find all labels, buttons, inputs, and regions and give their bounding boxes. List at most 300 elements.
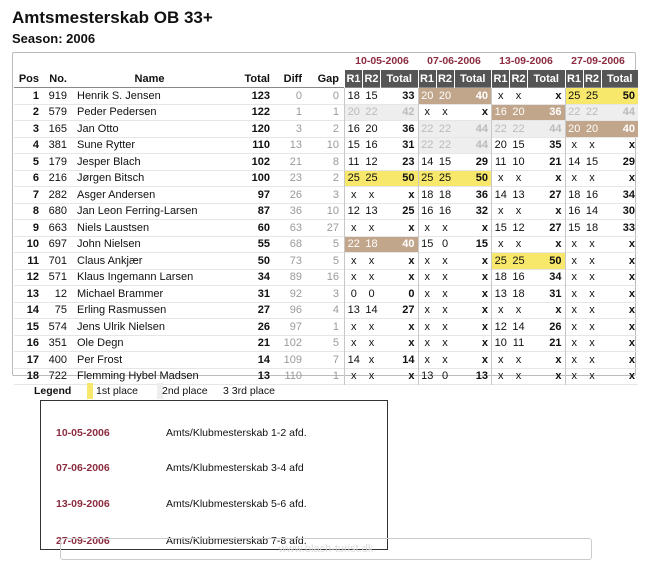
player-name: Jens Ulrik Nielsen (77, 320, 166, 333)
legend-title: Legend (34, 385, 72, 397)
col-gap: Gap (317, 72, 339, 85)
diff-value: 102 (283, 337, 302, 350)
round-r2: 25 (510, 253, 528, 270)
total-score: 123 (251, 89, 270, 102)
round-total: 40 (454, 88, 492, 105)
player-number: 697 (48, 238, 67, 251)
total-score: 110 (252, 139, 270, 152)
player-name: Asger Andersen (77, 188, 156, 201)
round-r1: x (492, 170, 510, 187)
round-r2: 16 (512, 271, 525, 284)
round-total: x (481, 221, 488, 234)
gap-value: 10 (326, 205, 339, 218)
round-r1: 22 (492, 121, 510, 138)
round-total: 44 (454, 137, 492, 154)
round-total: x (481, 337, 488, 350)
standings-table (14, 70, 638, 385)
round-total: 35 (549, 139, 562, 152)
legend-first-swatch (87, 383, 93, 399)
player-name: Jørgen Bitsch (77, 172, 145, 185)
table-row (14, 203, 638, 220)
gap-value: 3 (332, 188, 339, 201)
round-total: 50 (601, 88, 638, 105)
round-total: 44 (454, 121, 492, 138)
round-r2: 22 (436, 121, 454, 138)
round-r2: 20 (436, 88, 454, 105)
round-r2: x (368, 370, 375, 383)
player-name: John Nielsen (77, 238, 141, 251)
rank: 2 (32, 106, 39, 119)
round-r1: 11 (492, 154, 510, 171)
round-info-2 (56, 462, 304, 474)
round-r2: x (368, 188, 375, 201)
round-total: 26 (549, 320, 562, 333)
round-r1: x (492, 352, 510, 369)
col-r1-1: R1 (345, 70, 363, 88)
round-r1: x (345, 335, 363, 352)
round-info-date: 27-09-2006 (56, 535, 110, 547)
round-r1: 20 (492, 137, 510, 154)
round-total: 33 (622, 221, 635, 234)
rank: 11 (27, 254, 39, 267)
round-r1: 15 (418, 236, 436, 253)
player-name: Flemming Hybel Madsen (77, 370, 199, 383)
diff-value: 110 (284, 370, 302, 383)
player-number: 381 (48, 139, 67, 152)
round-r1: 12 (345, 203, 363, 220)
round-r2: x (589, 353, 595, 366)
diff-value: 68 (289, 238, 302, 251)
round-r1: 14 (492, 187, 510, 204)
round-total: 29 (475, 155, 488, 168)
round-r1: x (418, 220, 436, 237)
rank: 1 (32, 89, 39, 102)
round-r1: x (418, 253, 436, 270)
table-row (14, 302, 638, 319)
total-score: 34 (257, 271, 270, 284)
round-r2: 16 (438, 205, 452, 218)
rank: 3 (32, 122, 39, 135)
round-r2: 15 (512, 139, 525, 152)
player-name: Ole Degn (77, 337, 124, 350)
round-date-4: 27-09-2006 (571, 55, 625, 67)
round-r1: x (492, 302, 510, 319)
watermark: www.blach-turist.dk (60, 538, 592, 560)
round-r1: 14 (345, 352, 363, 369)
round-r1: x (418, 319, 436, 336)
round-r1: x (345, 368, 363, 385)
player-name: Jan Leon Ferring-Larsen (77, 205, 198, 218)
diff-value: 92 (289, 287, 302, 300)
round-total: 25 (402, 205, 415, 218)
round-r2: x (442, 353, 448, 366)
col-total-3: Total (528, 70, 566, 88)
round-date-2: 07-06-2006 (427, 55, 481, 67)
round-r2: 16 (585, 188, 599, 201)
round-r1: x (418, 286, 436, 303)
total-score: 97 (257, 188, 270, 201)
player-number: 400 (48, 353, 67, 366)
gap-value: 0 (332, 89, 339, 102)
round-r2: x (589, 370, 595, 383)
total-score: 14 (257, 353, 270, 366)
round-r1: 13 (418, 368, 436, 385)
round-r1: x (418, 302, 436, 319)
round-r2: 13 (365, 205, 378, 218)
gap-value: 2 (332, 172, 339, 185)
gap-value: 8 (332, 155, 339, 168)
player-number: 701 (48, 254, 67, 267)
col-name: Name (134, 72, 165, 85)
round-total: x (628, 238, 635, 251)
round-total: 23 (402, 155, 415, 168)
round-r2: x (368, 337, 375, 350)
round-r2: 0 (368, 287, 375, 300)
gap-value: 1 (332, 106, 339, 119)
round-r1: 14 (418, 154, 436, 171)
total-score: 26 (257, 320, 270, 333)
round-r1: x (418, 269, 436, 286)
round-total: x (408, 188, 415, 201)
round-total: x (628, 254, 635, 267)
table-row (14, 352, 638, 369)
round-r2: 10 (512, 155, 525, 168)
total-score: 87 (257, 205, 270, 218)
round-r1: x (565, 286, 583, 303)
round-total: 44 (528, 121, 566, 138)
table-row (14, 335, 638, 352)
round-r1: x (565, 253, 583, 270)
col-r1-4: R1 (565, 70, 583, 88)
table-row (14, 319, 638, 336)
round-r2: 20 (583, 121, 601, 138)
total-score: 50 (257, 254, 270, 267)
player-name: Per Frost (77, 353, 123, 366)
diff-value: 89 (289, 271, 302, 284)
round-r1: x (565, 352, 583, 369)
round-r2: x (442, 254, 448, 267)
legend (12, 383, 312, 399)
round-r1: 20 (345, 104, 363, 121)
round-info-desc: Amts/Klubmesterskab 5-6 afd. (166, 498, 307, 510)
round-r2: x (442, 337, 448, 350)
round-total: 21 (549, 155, 562, 168)
player-number: 12 (54, 287, 67, 300)
round-r2: x (515, 370, 522, 383)
round-total: x (628, 139, 635, 152)
round-r1: 18 (345, 88, 363, 105)
col-r2-1: R2 (363, 70, 381, 88)
round-total: 30 (622, 205, 635, 218)
round-total: 50 (381, 170, 419, 187)
round-total: 15 (475, 238, 488, 251)
diff-value: 109 (283, 353, 302, 366)
round-r2: x (515, 205, 522, 218)
round-r1: 16 (418, 203, 436, 220)
total-score: 21 (257, 337, 270, 350)
round-r2: 22 (510, 121, 528, 138)
round-total: x (555, 304, 562, 317)
round-r2: 20 (365, 122, 378, 135)
standings-body (14, 88, 638, 385)
round-total: x (628, 304, 635, 317)
rank: 7 (32, 188, 39, 201)
total-score: 122 (251, 106, 270, 119)
col-total: Total (244, 72, 270, 85)
round-r2: x (589, 238, 595, 251)
round-r1: x (492, 368, 510, 385)
round-total: 27 (402, 304, 415, 317)
total-score: 120 (251, 122, 270, 135)
round-r1: x (418, 335, 436, 352)
round-total: 44 (601, 104, 638, 121)
player-number: 351 (48, 337, 67, 350)
player-number: 216 (48, 172, 67, 185)
table-row (14, 137, 638, 154)
col-pos: Pos (18, 72, 39, 85)
diff-value: 23 (289, 172, 302, 185)
legend-third-label: 3 3rd place (223, 385, 275, 397)
player-name: Sune Rytter (77, 139, 136, 152)
rank: 16 (26, 337, 39, 350)
round-r2: 20 (510, 104, 528, 121)
player-name: Niels Laustsen (77, 221, 150, 234)
round-r2: x (442, 271, 448, 284)
round-r2: 25 (363, 170, 381, 187)
round-total: 33 (402, 89, 415, 102)
round-total: 50 (528, 253, 566, 270)
gap-value: 1 (332, 320, 339, 333)
round-total: x (555, 353, 562, 366)
table-header-row (14, 70, 638, 88)
player-number: 574 (48, 320, 67, 333)
gap-value: 5 (332, 254, 339, 267)
rank: 8 (32, 205, 39, 218)
round-r2: 15 (365, 89, 378, 102)
round-total: x (628, 353, 635, 366)
total-score: 27 (257, 304, 270, 317)
gap-value: 27 (326, 221, 339, 234)
round-r2: 14 (512, 320, 525, 333)
player-number: 579 (48, 106, 67, 119)
round-r2: 22 (583, 104, 601, 121)
round-info-date: 13-09-2006 (56, 498, 110, 510)
round-r2: 12 (365, 155, 378, 168)
round-total: 29 (622, 155, 635, 168)
round-r2: x (589, 172, 595, 185)
diff-value: 36 (289, 205, 302, 218)
round-r2: x (589, 287, 595, 300)
round-total: x (628, 320, 635, 333)
round-r2: x (515, 304, 522, 317)
rank: 5 (32, 155, 39, 168)
total-score: 55 (257, 238, 270, 251)
diff-value: 73 (289, 254, 302, 267)
player-number: 680 (48, 205, 67, 218)
round-total: 36 (528, 104, 566, 121)
table-row (14, 121, 638, 138)
round-total: 21 (549, 337, 562, 350)
round-dates-header (346, 55, 634, 69)
round-total: 40 (601, 121, 638, 138)
season-label: Season: 2006 (12, 31, 96, 46)
round-r2: x (442, 320, 448, 333)
rank: 14 (26, 304, 39, 317)
round-r1: 25 (492, 253, 510, 270)
round-r1: x (565, 170, 583, 187)
round-r1: 16 (492, 104, 510, 121)
round-r1: 15 (565, 220, 583, 237)
rank: 18 (26, 370, 39, 383)
round-info-date: 07-06-2006 (56, 462, 110, 474)
round-r2: 18 (363, 236, 381, 253)
round-total: 27 (549, 221, 562, 234)
rank: 10 (26, 238, 39, 251)
round-r2: 15 (585, 155, 599, 168)
player-number: 165 (48, 122, 67, 135)
legend-second-label: 2nd place (162, 385, 208, 397)
col-r2-4: R2 (583, 70, 601, 88)
round-r1: x (565, 269, 583, 286)
round-total: 27 (549, 188, 562, 201)
round-r2: x (589, 337, 595, 350)
round-r2: x (515, 172, 522, 185)
round-r2: x (442, 221, 448, 234)
round-total: x (628, 337, 635, 350)
player-name: Peder Pedersen (77, 106, 157, 119)
diff-value: 26 (289, 188, 302, 201)
round-r2: 25 (436, 170, 454, 187)
round-r2: x (368, 271, 375, 284)
round-total: x (555, 89, 562, 102)
round-total: x (408, 337, 415, 350)
player-number: 282 (48, 188, 67, 201)
round-r2: 13 (512, 188, 525, 201)
round-r2: x (442, 287, 448, 300)
player-number: 919 (48, 89, 67, 102)
round-total: 14 (402, 353, 415, 366)
round-r1: 16 (565, 203, 583, 220)
round-r1: 0 (345, 286, 363, 303)
round-total: x (481, 320, 488, 333)
round-total: 31 (402, 139, 415, 152)
round-r1: x (492, 203, 510, 220)
total-score: 100 (251, 172, 270, 185)
round-total: x (628, 287, 635, 300)
round-r2: x (589, 271, 595, 284)
table-row (14, 104, 638, 121)
round-total: x (481, 304, 488, 317)
rounds-info-box (40, 400, 388, 550)
round-total: x (628, 271, 635, 284)
round-r2: x (368, 221, 375, 234)
round-r1: 18 (492, 269, 510, 286)
round-r2: 0 (441, 238, 449, 251)
rank: 15 (26, 320, 39, 333)
col-no: No. (49, 72, 67, 85)
round-total: x (481, 106, 488, 119)
gap-value: 1 (332, 370, 339, 383)
round-total: 36 (475, 188, 488, 201)
round-total: x (555, 238, 562, 251)
round-r1: 18 (418, 187, 436, 204)
round-r1: 22 (565, 104, 583, 121)
col-r2-2: R2 (436, 70, 454, 88)
round-total: x (481, 254, 488, 267)
rank: 9 (32, 221, 39, 234)
round-total: 0 (408, 287, 415, 300)
round-total: x (555, 205, 562, 218)
round-r1: x (565, 335, 583, 352)
round-r1: 20 (418, 88, 436, 105)
round-r2: x (515, 238, 522, 251)
total-score: 102 (251, 155, 270, 168)
round-info-3 (56, 498, 307, 510)
round-r1: 25 (418, 170, 436, 187)
round-total: 36 (402, 122, 415, 135)
round-r2: 0 (441, 370, 449, 383)
round-r2: 16 (365, 139, 378, 152)
gap-value: 2 (332, 122, 339, 135)
diff-value: 0 (295, 89, 302, 102)
round-r2: x (515, 89, 522, 102)
gap-value: 16 (326, 271, 339, 284)
col-total-2: Total (454, 70, 492, 88)
round-r2: 22 (363, 104, 381, 121)
diff-value: 13 (289, 139, 302, 152)
player-number: 663 (48, 221, 67, 234)
rank: 6 (32, 172, 39, 185)
player-name: Henrik S. Jensen (77, 89, 161, 102)
round-total: 34 (622, 188, 635, 201)
round-r2: x (368, 254, 375, 267)
round-r2: x (589, 304, 595, 317)
round-r1: x (565, 137, 583, 154)
round-r2: 14 (585, 205, 599, 218)
table-row (14, 170, 638, 187)
round-r1: x (565, 368, 583, 385)
round-r2: 18 (585, 221, 599, 234)
round-r2: 11 (512, 337, 525, 350)
table-row (14, 220, 638, 237)
page-title: Amtsmesterskab OB 33+ (12, 8, 213, 27)
round-info-desc: Amts/Klubmesterskab 1-2 afd. (166, 427, 307, 439)
col-r1-3: R1 (492, 70, 510, 88)
round-total: 32 (475, 205, 488, 218)
round-r1: 12 (492, 319, 510, 336)
gap-value: 5 (332, 337, 339, 350)
round-r2: x (442, 106, 448, 119)
round-total: x (408, 370, 415, 383)
rank: 4 (32, 139, 39, 152)
round-total: x (555, 172, 562, 185)
gap-value: 4 (332, 304, 339, 317)
round-r2: x (515, 353, 522, 366)
player-name: Klaus Ingemann Larsen (77, 271, 194, 284)
total-score: 31 (257, 287, 270, 300)
round-total: 40 (381, 236, 419, 253)
round-r1: x (418, 104, 436, 121)
round-r1: x (345, 269, 363, 286)
round-total: x (408, 221, 415, 234)
gap-value: 5 (332, 238, 339, 251)
rank: 17 (26, 353, 39, 366)
player-name: Claus Ankjær (77, 254, 143, 267)
round-total: 50 (454, 170, 492, 187)
col-diff: Diff (283, 72, 302, 85)
total-score: 60 (257, 221, 270, 234)
table-row (14, 269, 638, 286)
